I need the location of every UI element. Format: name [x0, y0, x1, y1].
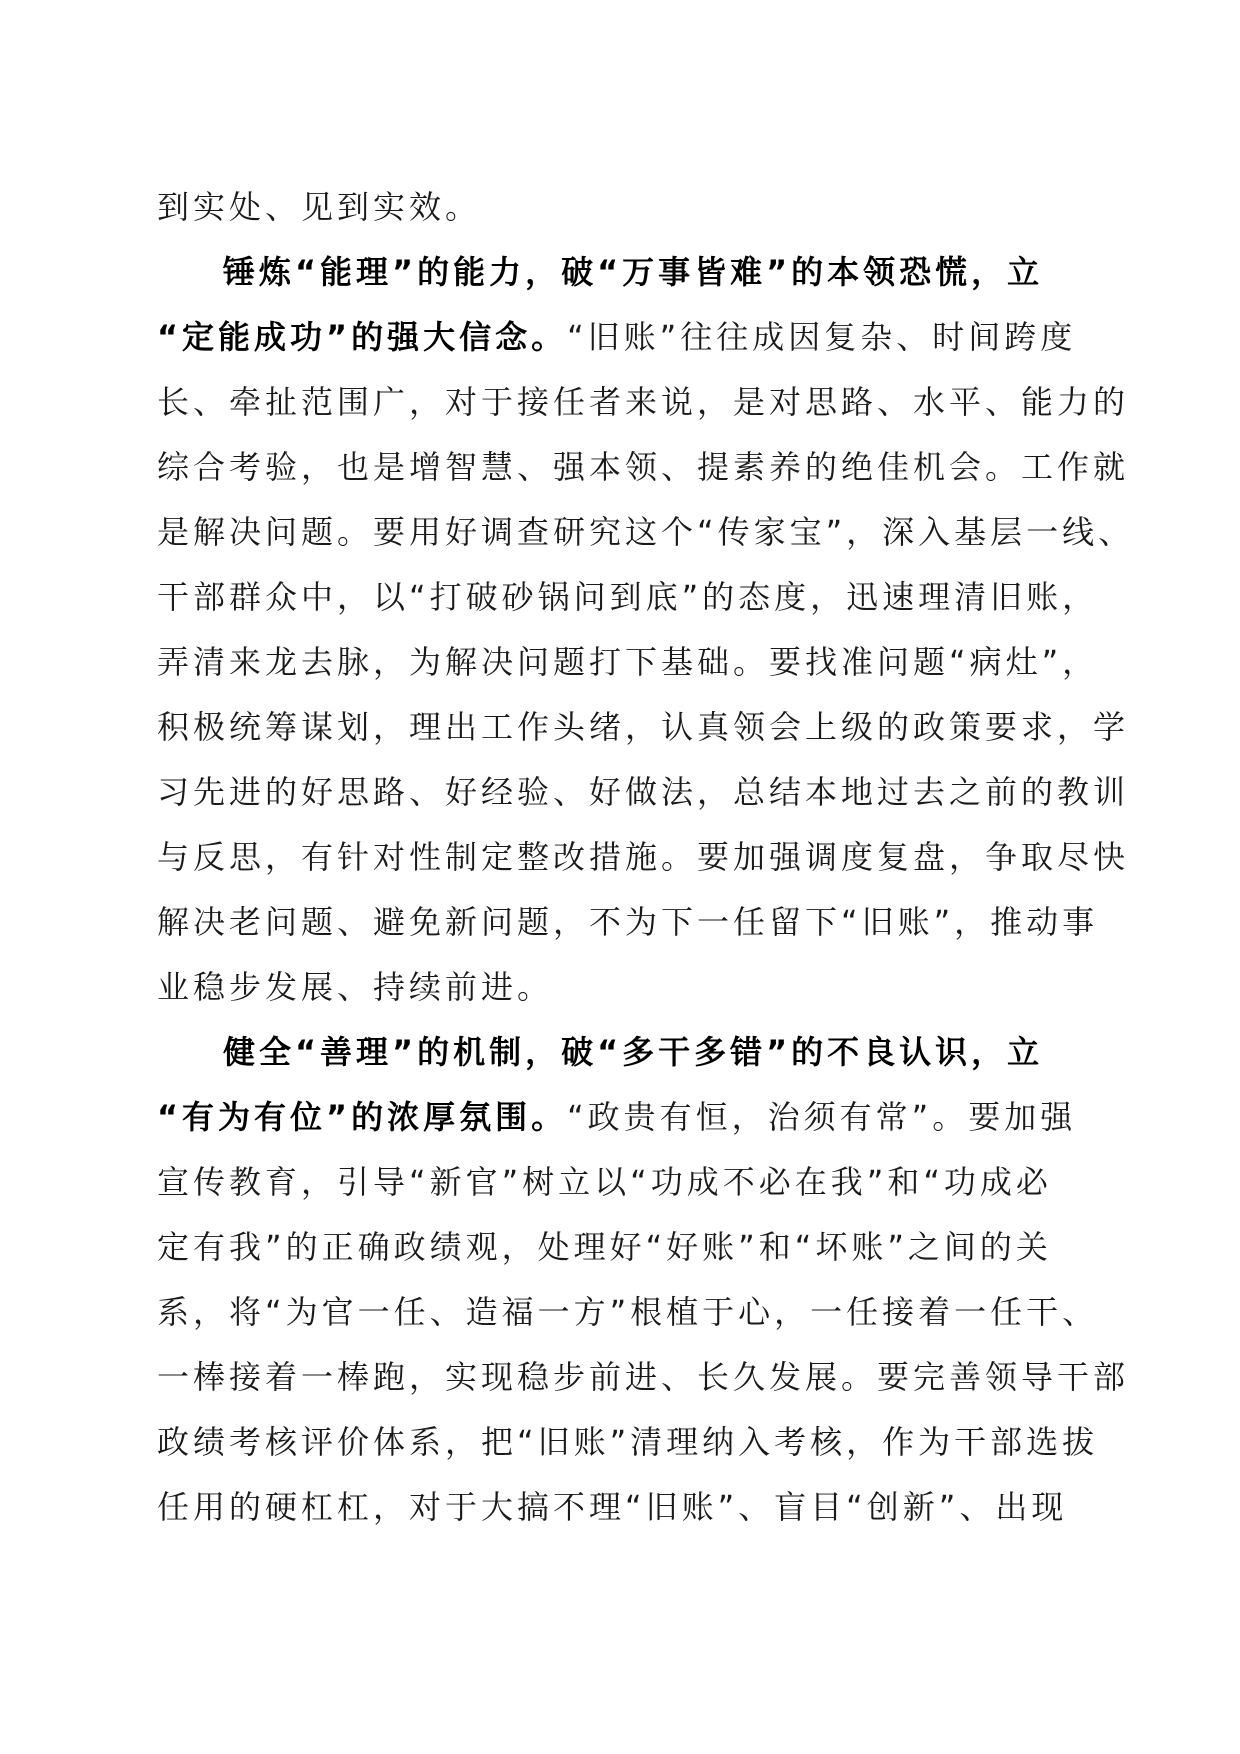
body-text: 是解决问题。要用好调查研究这个“传家宝”，深入基层一线、	[157, 513, 1135, 551]
text-line	[157, 1150, 1097, 1215]
body-text: 系，将“为官一任、造福一方”根植于心，一任接着一任干、	[157, 1293, 1099, 1331]
text-line	[157, 1085, 1097, 1150]
text-line	[157, 1020, 1097, 1085]
body-text: “旧账”往往成因复杂、时间跨度	[567, 318, 1077, 356]
body-text: 任用的硬杠杠，对于大搞不理“旧账”、盲目“创新”、出现	[157, 1488, 1068, 1526]
body-text: 定有我”的正确政绩观，处理好“好账”和“坏账”之间的关	[157, 1228, 1052, 1266]
body-text: 宣传教育，引导“新官”树立以“功成不必在我”和“功成必	[157, 1163, 1052, 1201]
text-line	[157, 435, 1130, 500]
text-line	[157, 240, 1097, 305]
text-line	[157, 1345, 1130, 1410]
bold-heading-text: 锤炼“能理”的能力，破“万事皆难”的本领恐慌，立	[223, 253, 1044, 291]
text-line	[157, 1410, 1097, 1475]
text-line	[157, 825, 1130, 890]
body-text: 习先进的好思路、好经验、好做法，总结本地过去之前的教训	[157, 773, 1130, 811]
bold-heading-text: “有为有位”的浓厚氛围。	[157, 1098, 568, 1136]
text-line	[157, 1215, 1097, 1280]
body-text: 弄清来龙去脉，为解决问题打下基础。要找准问题“病灶”，	[157, 643, 1099, 681]
text-line	[157, 500, 1135, 565]
body-text: 干部群众中，以“打破砂锅问到底”的态度，迅速理清旧账，	[157, 578, 1099, 616]
body-text: 长、牵扯范围广，对于接任者来说，是对思路、水平、能力的	[157, 383, 1130, 421]
text-line	[157, 630, 1097, 695]
text-line	[157, 695, 1130, 760]
text-line	[157, 1475, 1097, 1540]
document-body	[157, 175, 1135, 1540]
bold-heading-text: “定能成功”的强大信念。	[157, 318, 568, 356]
body-text: 解决老问题、避免新问题，不为下一任留下“旧账”，推动事	[157, 903, 1099, 941]
text-line	[157, 305, 1097, 370]
text-line	[157, 955, 1097, 1020]
text-line	[157, 1280, 1097, 1345]
body-text: 业稳步发展、持续前进。	[157, 968, 554, 1006]
body-text: 综合考验，也是增智慧、强本领、提素养的绝佳机会。工作就	[157, 448, 1130, 486]
bold-heading-text: 健全“善理”的机制，破“多干多错”的不良认识，立	[223, 1033, 1044, 1071]
body-text: 与反思，有针对性制定整改措施。要加强调度复盘，争取尽快	[157, 838, 1130, 876]
body-text: 一棒接着一棒跑，实现稳步前进、长久发展。要完善领导干部	[157, 1358, 1130, 1396]
text-line	[157, 760, 1130, 825]
body-text: 政绩考核评价体系，把“旧账”清理纳入考核，作为干部选拔	[157, 1423, 1099, 1461]
body-text: 积极统筹谋划，理出工作头绪，认真领会上级的政策要求，学	[157, 708, 1130, 746]
text-line	[157, 370, 1130, 435]
text-line	[157, 175, 1097, 240]
body-text: 到实处、见到实效。	[157, 188, 482, 226]
body-text: “政贵有恒，治须有常”。要加强	[567, 1098, 1077, 1136]
text-line	[157, 890, 1097, 955]
text-line	[157, 565, 1097, 630]
